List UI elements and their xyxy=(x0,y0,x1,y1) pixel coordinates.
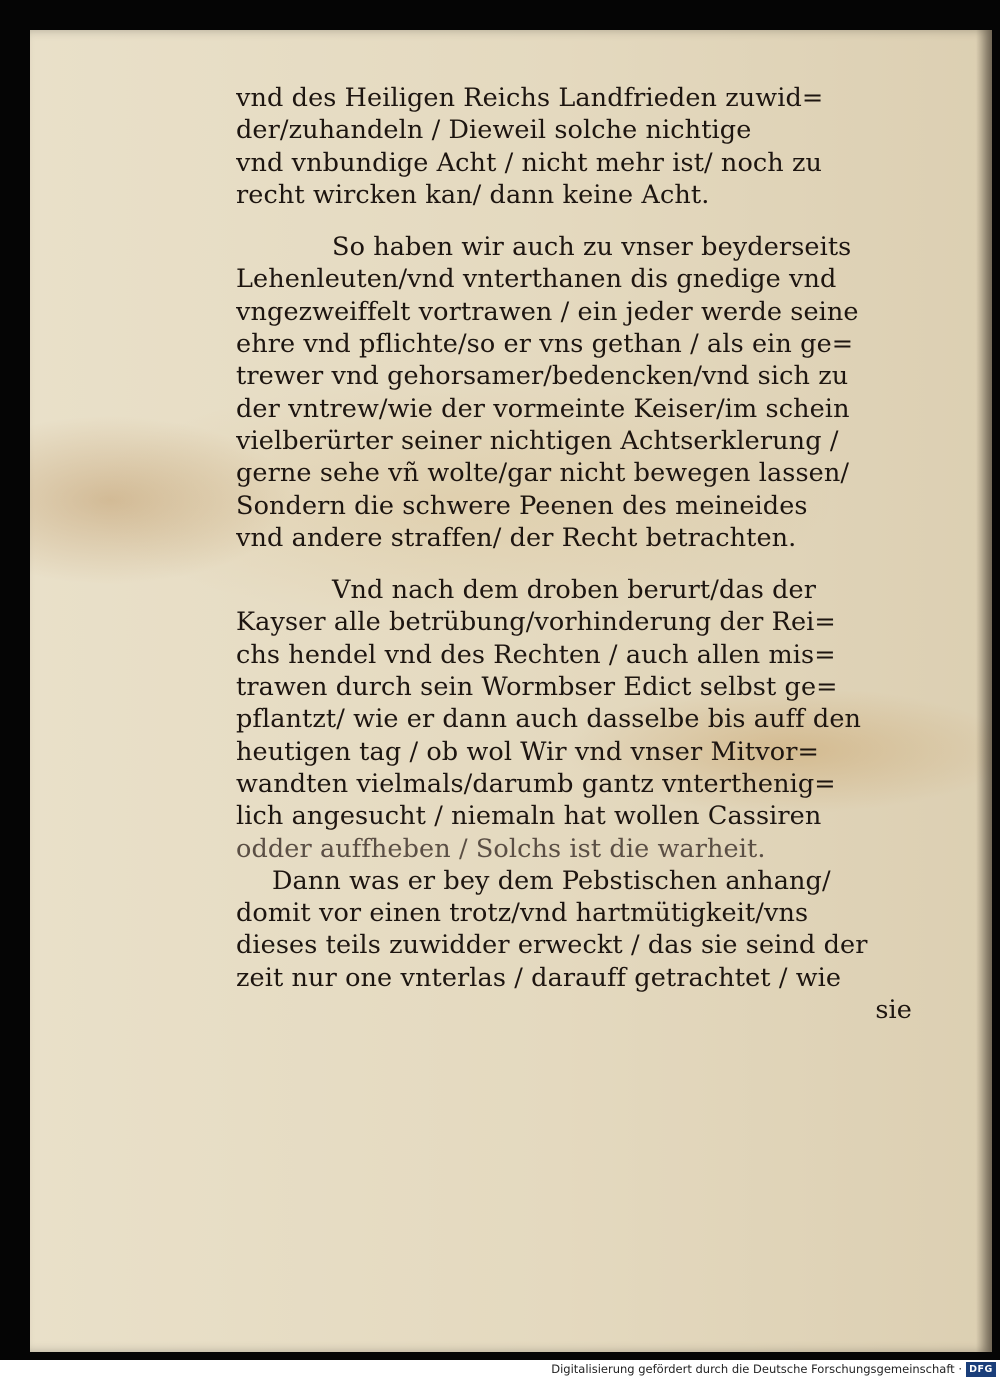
paragraph-4 xyxy=(236,865,916,994)
funding-credit: Digitalisierung gefördert durch die Deutsche Forschungsgemeinschaft · xyxy=(551,1362,962,1376)
text-line: wandten vielmals/darumb gantz vnterthenig= xyxy=(236,768,836,799)
text-line: Kayser alle betrübung/vorhinderung der Rei= xyxy=(236,607,836,638)
text-line: heutigen tag / ob wol Wir vnd vnser Mitvor= xyxy=(236,736,819,767)
paragraph-gap xyxy=(236,554,916,574)
text-line: Lehenleuten/vnd vnterthanen dis gnedige vnd xyxy=(236,264,837,295)
catchword: sie xyxy=(875,995,912,1026)
text-line: vnd andere straffen/ der Recht betrachten. xyxy=(236,522,797,553)
paragraph-2 xyxy=(236,231,916,554)
text-line: trewer vnd gehorsamer/bedencken/vnd sich zu xyxy=(236,361,849,392)
text-line: So haben wir auch zu vnser beyderseits xyxy=(332,232,852,263)
text-line: odder auffheben / Solchs ist die warheit. xyxy=(236,833,766,864)
text-line: trawen durch sein Wormbser Edict selbst ge= xyxy=(236,672,838,703)
text-line: recht wircken kan/ dann keine Acht. xyxy=(236,179,710,210)
text-line: vielberürter seiner nichtigen Achtserklerung / xyxy=(236,425,839,456)
paragraph-gap xyxy=(236,211,916,231)
text-line: der/zuhandeln / Dieweil solche nichtige xyxy=(236,115,752,146)
text-line: Sondern die schwere Peenen des meineides xyxy=(236,490,808,521)
text-line: gerne sehe vñ wolte/gar nicht bewegen lassen/ xyxy=(236,458,850,489)
text-line: pflantzt/ wie er dann auch dasselbe bis auff den xyxy=(236,704,862,735)
page-edge-shadow xyxy=(976,30,992,1352)
paragraph-3 xyxy=(236,574,916,865)
footer-bar xyxy=(0,1360,1000,1380)
paragraph-1 xyxy=(236,82,916,211)
text-line: lich angesucht / niemaln hat wollen Cassiren xyxy=(236,801,822,832)
text-line: chs hendel vnd des Rechten / auch allen mis= xyxy=(236,639,836,670)
text-line: Dann was er bey dem Pebstischen anhang/ xyxy=(272,865,831,896)
text-line: ehre vnd pflichte/so er vns gethan / als ein ge= xyxy=(236,329,854,360)
text-line: vnd vnbundige Acht / nicht mehr ist/ noch zu xyxy=(236,147,823,178)
document-text xyxy=(236,82,916,1026)
text-line: der vntrew/wie der vormeinte Keiser/im schein xyxy=(236,393,850,424)
text-line: zeit nur one vnterlas / darauff getrachtet / wie xyxy=(236,962,842,993)
text-line: domit vor einen trotz/vnd hartmütigkeit/vns xyxy=(236,898,809,929)
text-line: vnd des Heiligen Reichs Landfrieden zuwid= xyxy=(236,83,824,113)
text-line: Vnd nach dem droben berurt/das der xyxy=(332,575,816,606)
text-line: dieses teils zuwidder erweckt / das sie seind der xyxy=(236,930,868,961)
text-line: vngezweiffelt vortrawen / ein jeder werde seine xyxy=(236,296,859,327)
dfg-logo-icon: DFG xyxy=(966,1362,996,1377)
